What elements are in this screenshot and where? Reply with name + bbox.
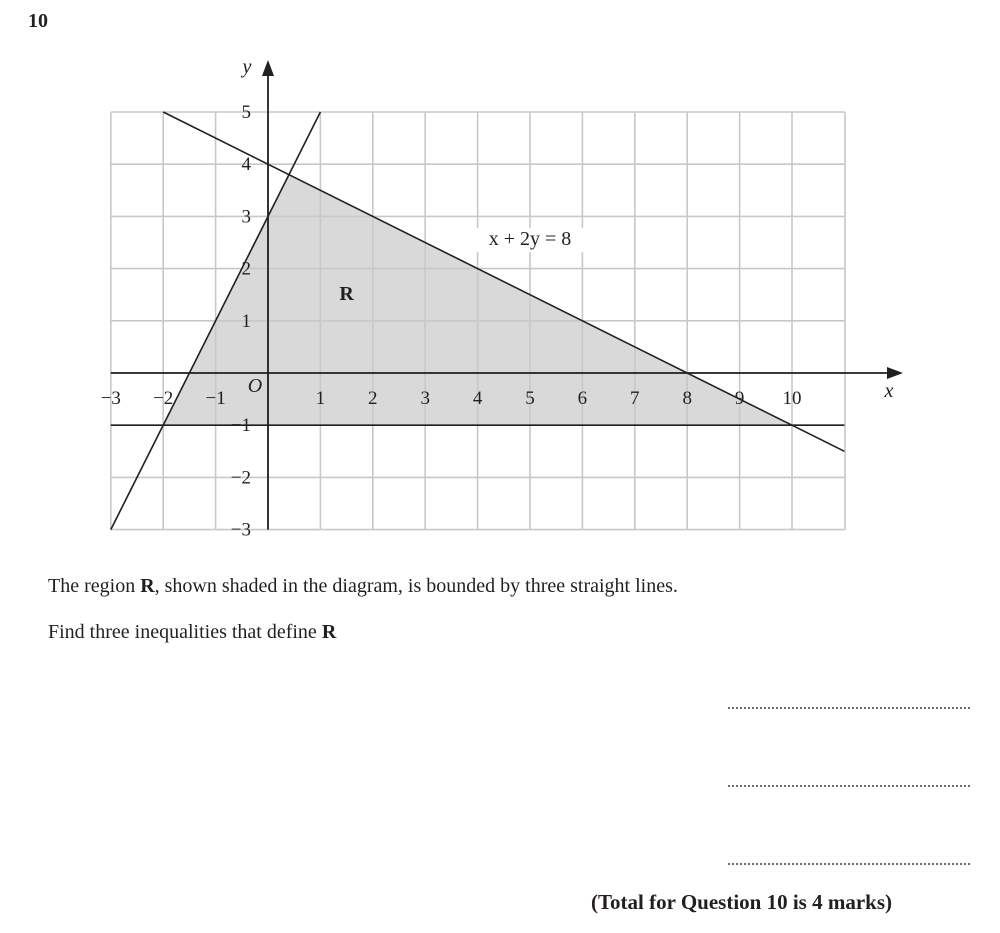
task-text: Find three inequalities that define (48, 621, 322, 643)
answer-line-2[interactable] (728, 785, 970, 787)
equation-label: x + 2y = 8 (488, 228, 572, 251)
y-axis-arrowhead (262, 60, 274, 76)
x-tick-label: 2 (368, 388, 378, 409)
intro-text-end: , shown shaded in the diagram, is bounded by three straight lines. (154, 575, 678, 597)
y-tick-label: 3 (241, 206, 251, 228)
y-tick-label: 5 (241, 102, 251, 123)
x-tick-label: 4 (472, 388, 483, 409)
origin-label: O (247, 375, 263, 397)
x-tick-label: 1 (315, 388, 326, 409)
question-total-marks: (Total for Question 10 is 4 marks) (590, 890, 892, 914)
x-axis-label: x (884, 380, 894, 402)
y-tick-label: −3 (230, 519, 251, 541)
x-tick-label: 8 (682, 388, 692, 409)
y-axis-label: y (242, 56, 252, 78)
x-axis-arrowhead (887, 367, 903, 379)
x-tick-label: 5 (525, 388, 535, 409)
answer-line-3[interactable] (728, 863, 970, 865)
y-tick-label: 1 (241, 310, 251, 332)
question-task (48, 621, 336, 644)
y-tick-label: −1 (230, 415, 251, 437)
y-tick-label: 4 (241, 154, 251, 176)
x-tick-label: 3 (420, 388, 430, 409)
x-tick-label: 9 (734, 388, 745, 409)
task-region-name: R (321, 621, 337, 643)
x-tick-label: 10 (782, 388, 802, 409)
y-tick-label: 2 (241, 258, 251, 280)
x-tick-label: 6 (577, 388, 588, 409)
x-tick-label: −3 (100, 388, 121, 409)
intro-text-start: The region (48, 575, 141, 597)
region-r-label: R (339, 282, 354, 305)
question-intro (48, 575, 678, 598)
x-tick-label: −1 (205, 388, 226, 409)
intro-region-name: R (140, 575, 155, 597)
answer-line-1[interactable] (728, 707, 970, 709)
x-tick-label: 7 (630, 388, 640, 409)
question-number: 10 (28, 10, 48, 32)
y-tick-label: −2 (230, 467, 251, 489)
x-tick-label: −2 (153, 388, 174, 409)
